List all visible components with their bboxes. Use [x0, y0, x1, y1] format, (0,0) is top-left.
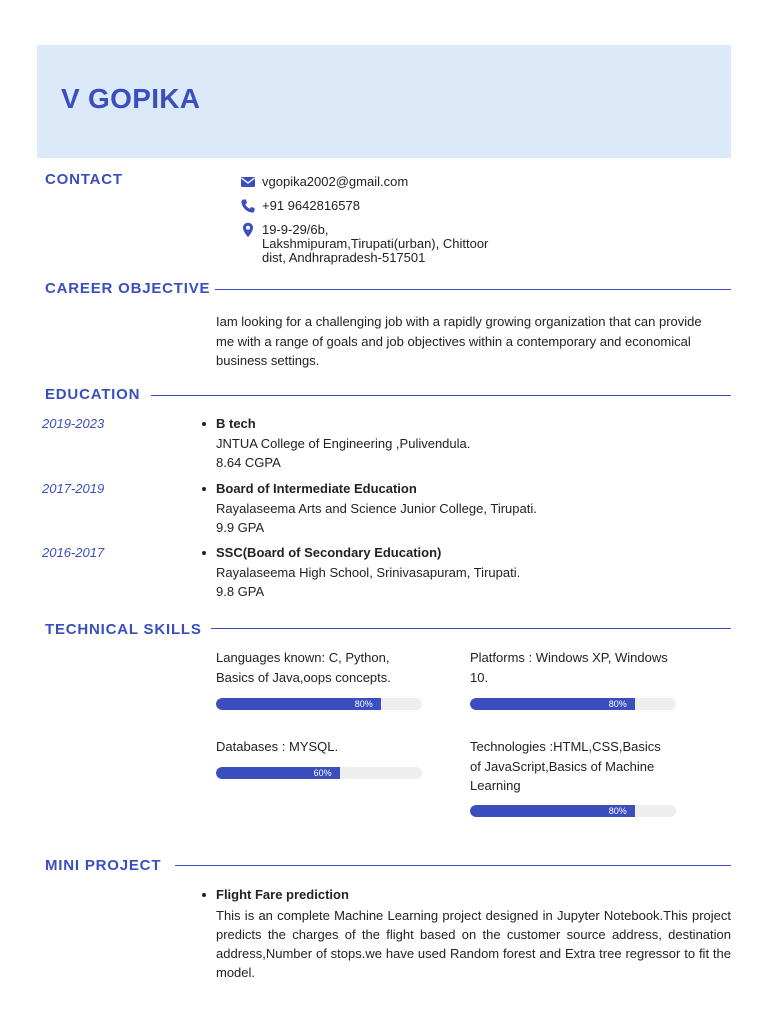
- education-entry: [216, 414, 470, 473]
- skill-percent: 80%: [608, 699, 627, 709]
- school-name: Rayalaseema Arts and Science Junior College, Tirupati.: [216, 500, 537, 516]
- education-date: 2016-2017: [42, 545, 105, 560]
- bullet: [202, 893, 206, 897]
- objective-line: business settings.: [216, 353, 320, 368]
- objective-line: me with a range of goals and job objectives within a contemporary and economical: [216, 333, 691, 349]
- skill-label: Technologies :HTML,CSS,Basics of JavaScript,Basics of Machine Learning: [470, 739, 661, 793]
- phone-icon: [240, 198, 256, 214]
- skill-progress-fill: [470, 805, 635, 817]
- section-divider: [215, 289, 731, 290]
- skill-progress-bar: [216, 767, 422, 779]
- envelope-icon: [240, 174, 256, 190]
- project-description: This is an complete Machine Learning project designed in Jupyter Notebook.This project predicts the charges of the flight based on the customer source address, destination address,Number of stops.we have used Random forest and Extra tree regressor to fit the model.: [216, 908, 731, 980]
- contact-address: [240, 223, 488, 265]
- education-date: 2017-2019: [42, 481, 105, 496]
- degree-title: SSC(Board of Secondary Education): [216, 543, 520, 563]
- contact-email[interactable]: [240, 175, 408, 190]
- technical-skills-section-title: TECHNICAL SKILLS: [45, 621, 202, 638]
- education-section-title: EDUCATION: [45, 386, 141, 403]
- skill-percent: 60%: [313, 768, 332, 778]
- skill-progress-fill: [470, 698, 635, 710]
- email-text: vgopika2002@gmail.com: [262, 174, 409, 189]
- career-objective-text: [216, 312, 731, 371]
- degree-title: Board of Intermediate Education: [216, 479, 537, 499]
- career-objective-section-title: CAREER OBJECTIVE: [45, 280, 211, 297]
- skill-label: Platforms : Windows XP, Windows 10.: [470, 650, 668, 685]
- project-entry: [216, 885, 349, 905]
- section-divider: [211, 628, 731, 629]
- address-text: [262, 223, 488, 265]
- education-entry: [216, 543, 520, 602]
- project-name: Flight Fare prediction: [216, 885, 349, 905]
- contact-section-title: CONTACT: [45, 171, 123, 188]
- degree-title: B tech: [216, 414, 470, 434]
- address-line: 19-9-29/6b,: [262, 222, 329, 237]
- section-divider: [151, 395, 731, 396]
- school-name: JNTUA College of Engineering ,Pulivendula.: [216, 435, 471, 451]
- bullet: [202, 422, 206, 426]
- grade: 9.9 GPA: [216, 520, 265, 535]
- skill-label: Databases : MYSQL.: [216, 739, 339, 754]
- skill-label: Languages known: C, Python, Basics of Java,oops concepts.: [216, 650, 391, 685]
- skill-percent: 80%: [354, 699, 373, 709]
- contact-phone[interactable]: [240, 199, 360, 214]
- section-divider: [175, 865, 731, 866]
- address-line: Lakshmipuram,Tirupati(urban), Chittoor: [262, 236, 489, 251]
- skill-progress-bar: [470, 698, 676, 710]
- skill-progress-fill: [216, 767, 340, 779]
- mini-project-section-title: MINI PROJECT: [45, 857, 162, 874]
- skill-progress-bar: [470, 805, 676, 817]
- education-entry: [216, 479, 537, 538]
- phone-text: +91 9642816578: [262, 198, 360, 213]
- header-banner: [37, 45, 731, 158]
- objective-line: Iam looking for a challenging job with a rapidly growing organization that can provide: [216, 314, 702, 329]
- skill-progress-bar: [216, 698, 422, 710]
- education-date: 2019-2023: [42, 416, 105, 431]
- skill-progress-fill: [216, 698, 381, 710]
- school-name: Rayalaseema High School, Srinivasapuram, Tirupati.: [216, 564, 521, 580]
- location-pin-icon: [240, 222, 256, 238]
- skill-percent: 80%: [608, 806, 627, 816]
- address-line: dist, Andhrapradesh-517501: [262, 250, 426, 265]
- bullet: [202, 487, 206, 491]
- bullet: [202, 551, 206, 555]
- candidate-name: V GOPIKA: [61, 83, 201, 114]
- grade: 8.64 CGPA: [216, 455, 281, 470]
- grade: 9.8 GPA: [216, 584, 265, 599]
